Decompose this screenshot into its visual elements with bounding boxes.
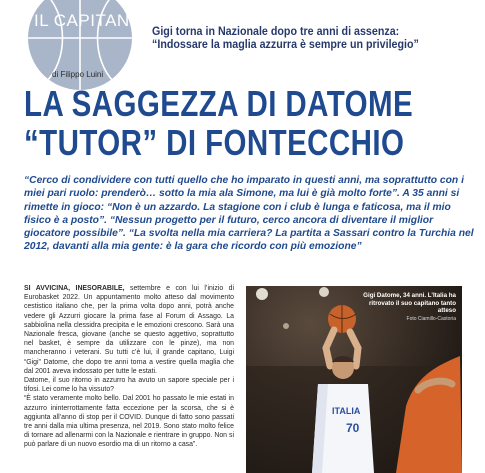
kicker-line-1: Gigi torna in Nazionale dopo tre anni di assenza: xyxy=(152,26,400,38)
body-drop-caps: SI AVVICINA, INESORABILE, xyxy=(24,285,125,292)
lead-paragraph: “Cerco di condividere con tutti quello che ho imparato in questi anni, ma soprattutto con i miei pari ruolo: prenderò… sotto la mia ala Simone, ma lui è già molto forte”. A 35 anni si rimette in gioco: “Non è un azzardo. La stagione con i club è lunga e faticosa, ma il mio fisico è a posto”. “Nessun progetto per il futuro, cerco ancora di diventare il miglior giocatore possibile”. “La svolta nella mia carriera? La partita a Sassari contro la Turchia nel 2012, davanti alla mia gente: è la gara che ricordo con più emozione” xyxy=(24,175,474,253)
photo-credit: Foto Ciamillo-Castoria xyxy=(406,315,456,322)
photo-datome xyxy=(246,286,462,473)
body-paragraph-3: “È stato veramente molto bello. Dal 2001 ho passato le mie estati in azzurro ininterrottamente fatta eccezione per la scorsa, che si è aggiunta all’anno di stop per il COVID. Dunque di fatto sono passati tre anni dalla mia ultima presenza, nel 2019. Sono stato molto felice di tornare ad allenarmi con la Nazionale e rientrare in gruppo. Non si può parlare di un nuovo esordio ma di un ritorno a casa”. xyxy=(24,395,234,449)
jersey-text: ITALIA xyxy=(332,406,361,416)
jersey-number: 70 xyxy=(346,421,360,435)
body-paragraph-1-text: settembre e con lui l’inizio di Eurobasket 2022. Un appuntamento molto atteso dal movimento cestistico italiano che, per la prima volta dopo anni, potrà anche vedere gli Azzurri giocare la prima fase al Forum di Assago. La sabbiolina nella clessidra precipita e le emozioni crescono. Sarà una Nazionale fresca, giovane (anche se questo aggettivo, soprattutto nel basket, è sempre da utilizzare con le pinze), ma non mancheranno i veterani. Su tutti c’è lui, il grande capitano, Luigi “Gigi” Datome, che dopo tre anni torna a vestire quella maglia che dal 2001 aveva indossato per tutte le estati. xyxy=(24,285,234,375)
kicker-line-2: “Indossare la maglia azzurra è sempre un privilegio” xyxy=(152,39,419,51)
photo-caption xyxy=(350,292,456,323)
headline-line-1: LA SAGGEZZA DI DATOME xyxy=(24,83,414,124)
body-paragraph-1 xyxy=(24,284,234,376)
body-paragraph-2: Datome, il suo ritorno in azzurro ha avuto un sapore speciale per i tifosi. Lei come lo ha vissuto? xyxy=(24,377,234,394)
byline: di Filippo Luini xyxy=(52,70,104,79)
section-rubric: IL CAPITANO xyxy=(34,11,144,30)
page-title xyxy=(24,83,414,163)
body-column xyxy=(24,284,234,450)
headline-line-2: “TUTOR” DI FONTECCHIO xyxy=(24,122,405,163)
kicker xyxy=(152,26,459,52)
photo-caption-text: Gigi Datome, 34 anni. L’Italia ha ritrovato il suo capitano tanto atteso xyxy=(363,292,456,315)
